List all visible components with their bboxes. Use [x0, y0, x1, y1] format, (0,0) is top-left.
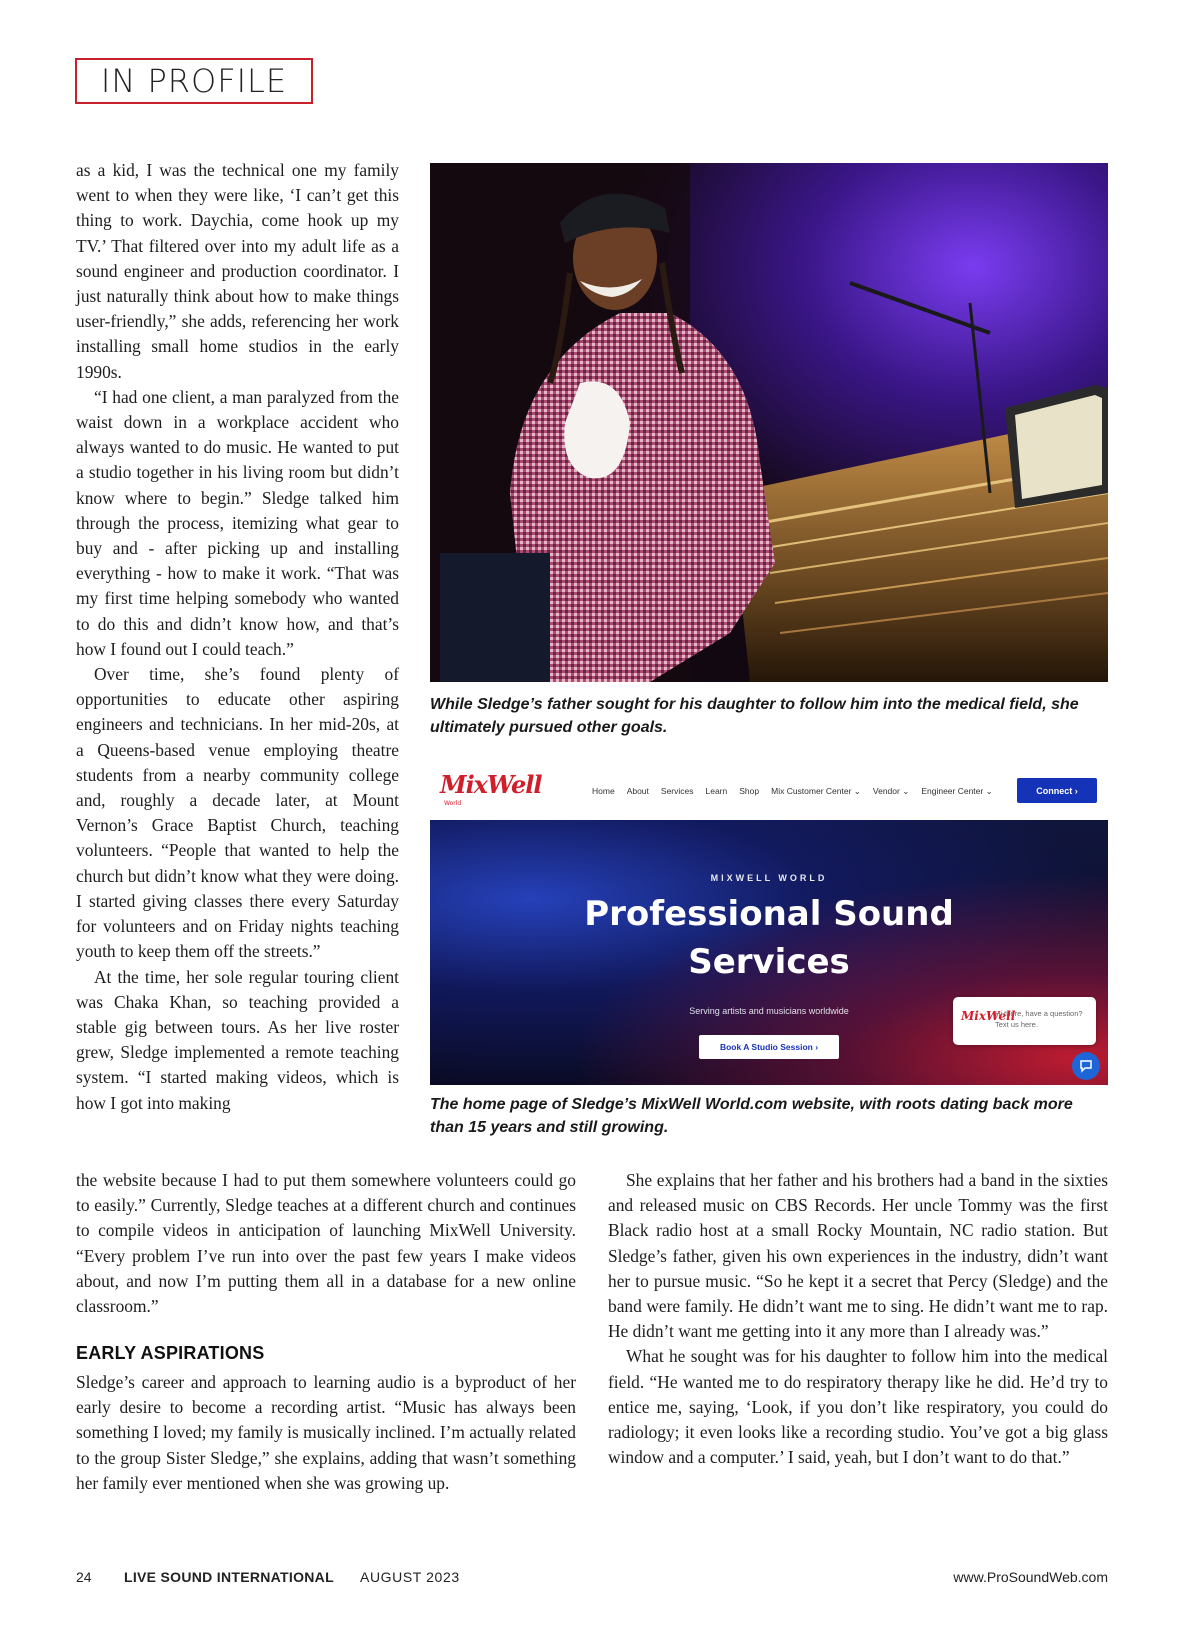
hero-title-line2: Services: [688, 942, 850, 982]
nav-item-learn: Learn: [705, 786, 728, 796]
article-right-column: [608, 1168, 1108, 1470]
page-footer: [76, 1569, 1108, 1589]
paragraph: Over time, she’s found plenty of opportunities to educate other aspiring engineers and technicians. In her mid-20s, at a Queens-based venue employing theatre students from a nearby community college and, roughly a decade later, at Mount Vernon’s Grace Baptist Church, teaching volunteers. “People that wanted to help the church but didn’t know what they were doing. I started giving classes there every Saturday for volunteers and on Friday nights teaching youth to keep them off the streets.”: [76, 664, 399, 962]
nav-item-services: Services: [660, 786, 694, 796]
section-heading: EARLY ASPIRATIONS: [76, 1343, 265, 1363]
section-tag-label: IN PROFILE: [100, 62, 288, 100]
website-caption: The home page of Sledge’s MixWell World.com website, with roots dating back more than 15 years and still growing.: [430, 1096, 1073, 1136]
paragraph: Sledge’s career and approach to learning audio is a byproduct of her early desire to become a recording artist. “Music has always been something I loved; my family is musically inclined. I’m actually related to the group Sister Sledge,” she explains, adding that wasn’t something her family ever mentioned when she was growing up.: [76, 1372, 576, 1493]
paragraph: What he sought was for his daughter to follow him into the medical field. “He wanted me to do respiratory therapy like he did. He’d try to entice me, saying, ‘Look, if you don’t like respiratory, you could do radiology; it even looks like a recording studio. You’ve got a big glass window and a computer.’ I said, yeah, but I don’t want to do that.”: [608, 1346, 1108, 1468]
article-wide-column: [76, 1168, 576, 1319]
paragraph: “I had one client, a man paralyzed from the waist down in a workplace accident who always wanted to do music. He wanted to put a studio together in his living room but didn’t know where to begin.” Sledge talked him through the process, itemizing what gear to buy and - after picking up and installing everything - how to make it work. “That was my first time helping somebody who wanted to do this and didn’t know how, and that’s how I found out I could teach.”: [76, 386, 399, 659]
nav-item-shop: Shop: [739, 786, 760, 796]
hero-eyebrow: MIXWELL WORLD: [710, 873, 828, 883]
article-wide-column-bottom: [76, 1370, 576, 1496]
website-nav: [430, 760, 1108, 820]
mixwell-logo: MixWell: [440, 770, 542, 799]
article-left-column: [76, 158, 399, 1116]
nav-item-engineer-center: Engineer Center ⌄: [921, 786, 993, 796]
chat-logo: MixWell: [961, 1009, 1016, 1023]
chat-widget: [953, 997, 1096, 1045]
website-nav-items: [592, 786, 993, 797]
nav-item-vendor: Vendor ⌄: [872, 786, 910, 796]
mixwell-logo-sub: World: [444, 800, 462, 807]
hero-subtitle: Serving artists and musicians worldwide: [689, 1006, 849, 1016]
website-hero: [430, 820, 1108, 1085]
issue-date: AUGUST 2023: [360, 1569, 460, 1585]
paragraph: the website because I had to put them somewhere volunteers could go to easily.” Currently, Sledge teaches at a different church and continues to compile videos in anticipation of launching MixWell University. “Every problem I’ve run into over the past few years I make videos about, and now I’m putting them all in a database for a new online classroom.”: [76, 1170, 576, 1317]
nav-item-mix-customer-center: Mix Customer Center ⌄: [771, 786, 861, 796]
studio-photo: [430, 163, 1108, 682]
hero-title-line1: Professional Sound: [584, 894, 954, 934]
website-url: www.ProSoundWeb.com: [953, 1569, 1108, 1585]
website-screenshot: [430, 760, 1108, 1085]
chat-bubble-icon: [1072, 1052, 1100, 1080]
chat-text: Hi there, have a question? Text us here.: [995, 1009, 1083, 1029]
magazine-name: LIVE SOUND INTERNATIONAL: [124, 1569, 334, 1585]
book-session-button: Book A Studio Session ›: [699, 1035, 839, 1059]
connect-button: Connect ›: [1017, 778, 1097, 803]
nav-item-home: Home: [592, 786, 615, 796]
photo-caption: While Sledge’s father sought for his daughter to follow him into the medical field, she ultimately pursued other goals.: [430, 696, 1079, 736]
section-tag: [75, 58, 313, 104]
paragraph: At the time, her sole regular touring client was Chaka Khan, so teaching provided a stable gig between tours. As her live roster grew, Sledge implemented a remote teaching system. “I started making videos, which is how I got into making: [76, 966, 399, 1113]
hero-title: [430, 890, 1108, 986]
nav-item-about: About: [626, 786, 649, 796]
paragraph: as a kid, I was the technical one my family went to when they were like, ‘I can’t get this thing to work. Daychia, come hook up my TV.’ That filtered over into my adult life as a sound engineer and production coordinator. I just naturally think about how to make things user-friendly,” she adds, referencing her work installing small home studios in the early 1990s.: [76, 160, 399, 382]
page-number: 24: [76, 1569, 92, 1585]
paragraph: She explains that her father and his brothers had a band in the sixties and released music on CBS Records. Her uncle Tommy was the first Black radio host at a small Rocky Mountain, NC radio station. But Sledge’s father, given his own experiences in the industry, didn’t want her to pursue music. “So he kept it a secret that Percy (Sledge) and the band were family. He didn’t want me to sing. He didn’t want me to rap. He didn’t want me getting into it any more than I already was.”: [608, 1170, 1108, 1342]
